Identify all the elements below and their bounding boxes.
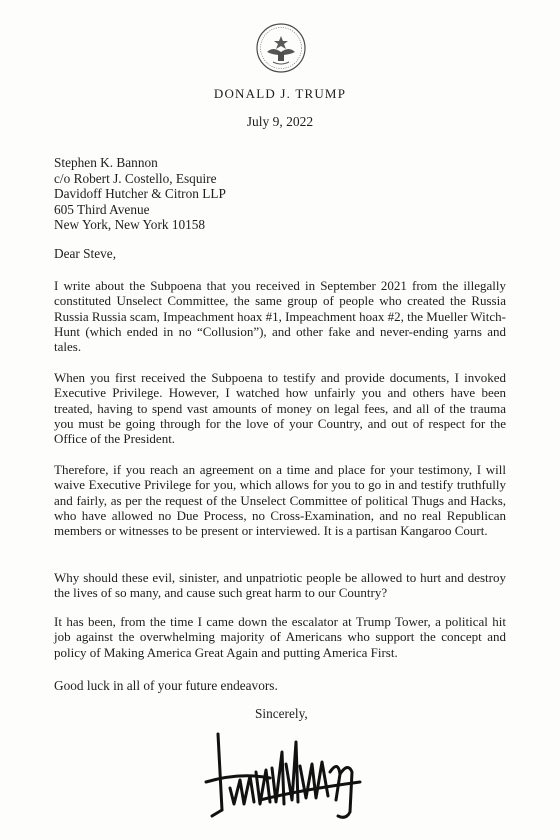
sign-off: Sincerely,	[255, 706, 308, 721]
presidential-seal-icon	[255, 22, 307, 74]
letterhead-name: DONALD J. TRUMP	[213, 86, 347, 101]
body-paragraph: It has been, from the time I came down the escalator at Trump Tower, a political hit job against the overwhelming majority of Americans who support the concept and policy of Making America Great Again and putting America First.	[54, 614, 506, 660]
body-paragraph: When you first received the Subpoena to testify and provide documents, I invoked Executive Privilege. However, I watched how unfairly you and others have been treated, having to spend vast amounts of money on legal fees, and all of the trauma you must be going through for the love of your Country, and out of respect for the Office of the President.	[54, 370, 506, 447]
handwritten-signature	[200, 712, 370, 822]
recipient-address	[54, 155, 226, 233]
letter-date: July 9, 2022	[246, 114, 314, 129]
salutation: Dear Steve,	[54, 246, 117, 261]
body-paragraph: Therefore, if you reach an agreement on a time and place for your testimony, I will waive Executive Privilege for you, which allows for you to go in and testify truthfully and fairly, as per the request of the Unselect Committee of political Thugs and Hacks, who have allowed no Due Process, no Cross-Examination, and no real Republican members or witnesses to be present or interviewed. It is a partisan Kangaroo Court.	[54, 462, 506, 539]
address-line: Davidoff Hutcher & Citron LLP	[54, 186, 226, 201]
address-line: c/o Robert J. Costello, Esquire	[54, 170, 217, 186]
address-line: New York, New York 10158	[54, 217, 206, 232]
address-line: Stephen K. Bannon	[54, 155, 158, 170]
address-line: 605 Third Avenue	[54, 201, 150, 217]
closing-line: Good luck in all of your future endeavors.	[54, 678, 278, 693]
body-paragraph: I write about the Subpoena that you received in September 2021 from the illegally constituted Unselect Committee, the same group of people who created the Russia Russia Russia scam, Impeachment hoax #1, Impeachment hoax #2, the Mueller Witch-Hunt (which ended in no “Collusion”), and other fake and never-ending yarns and tales.	[54, 278, 506, 355]
body-paragraph: Why should these evil, sinister, and unpatriotic people be allowed to hurt and destroy the lives of so many, and cause such great harm to our Country?	[54, 570, 506, 601]
